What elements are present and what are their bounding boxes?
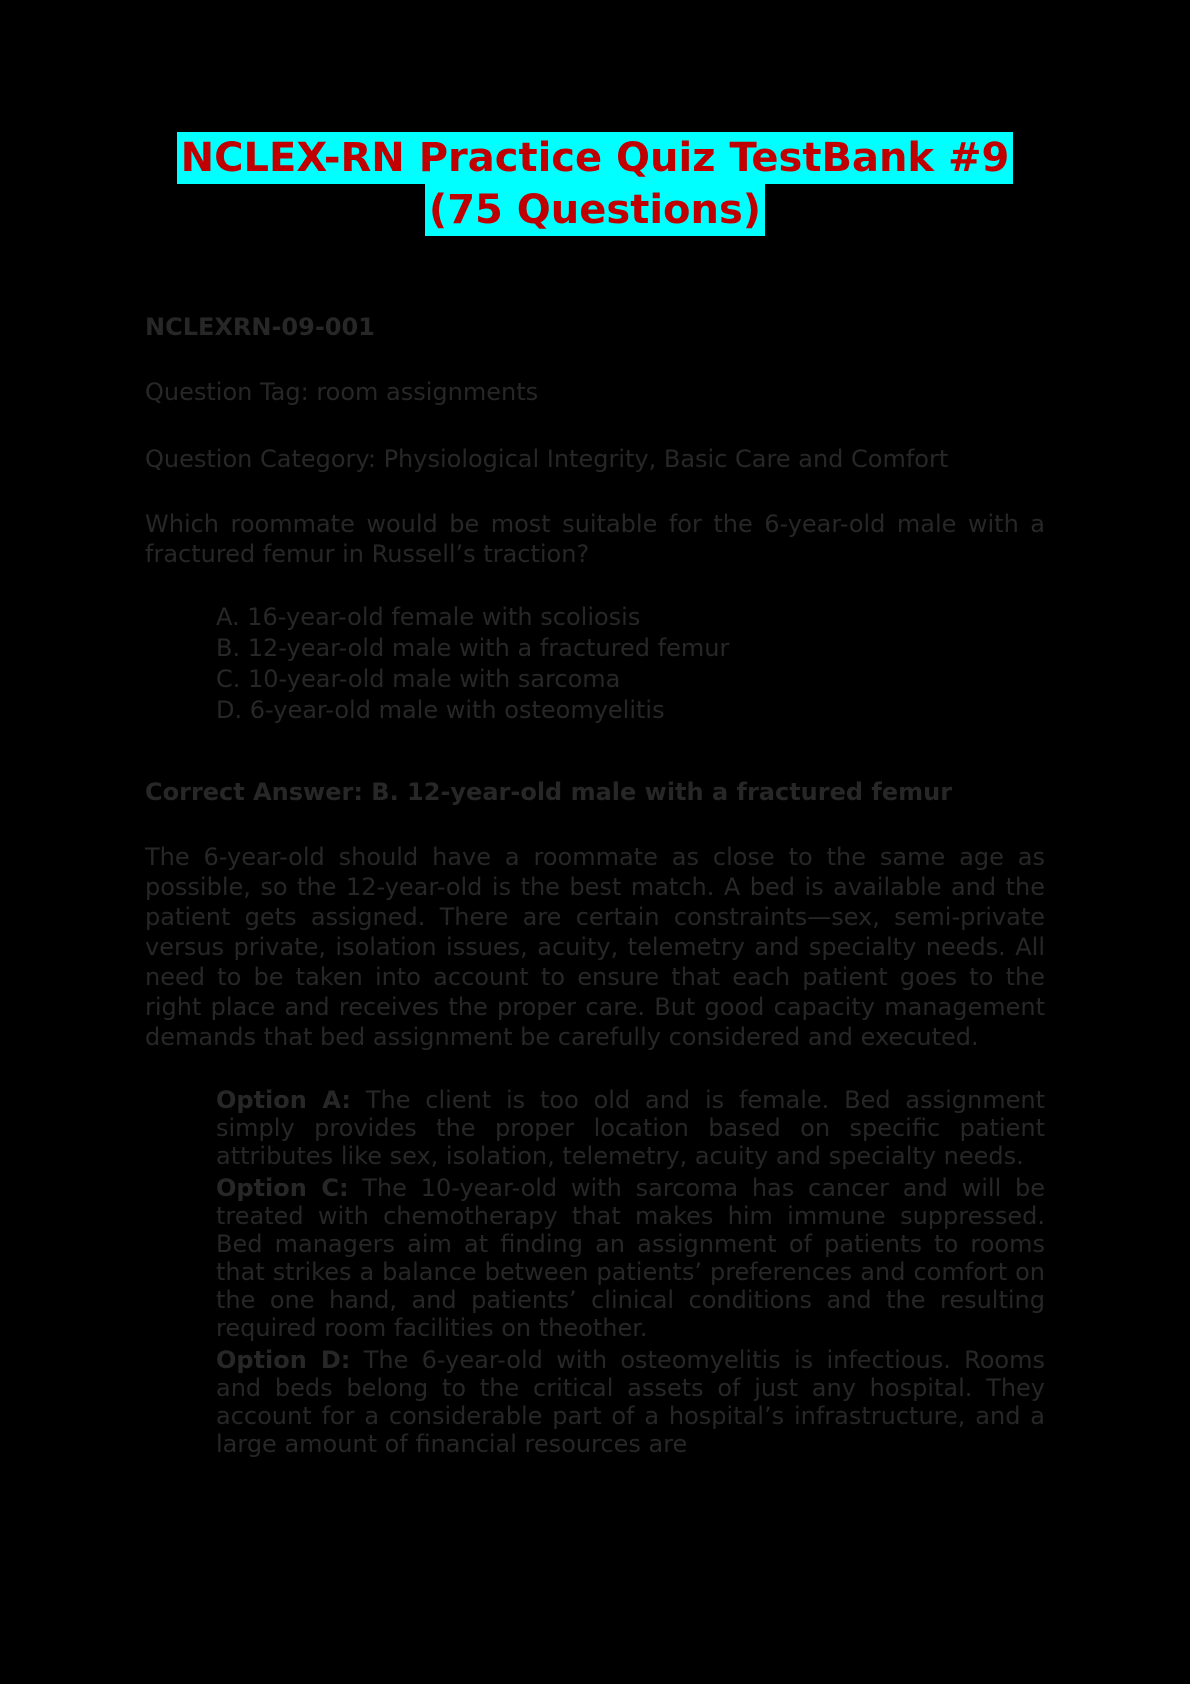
option-d: D. 6-year-old male with osteomyelitis bbox=[216, 696, 665, 724]
explanation-label: Option D: bbox=[216, 1346, 351, 1374]
explanation-label: Option A: bbox=[216, 1086, 352, 1114]
option-c: C. 10-year-old male with sarcoma bbox=[216, 665, 621, 693]
explanation-option-a bbox=[216, 1086, 1045, 1170]
title-line-2: (75 Questions) bbox=[425, 184, 765, 236]
document-title bbox=[0, 132, 1190, 236]
explanation-label: Option C: bbox=[216, 1174, 349, 1202]
option-explanations bbox=[145, 1086, 1045, 1458]
correct-answer: Correct Answer: B. 12-year-old male with a fractured femur bbox=[145, 778, 953, 806]
answer-options bbox=[145, 602, 1045, 726]
title-line-1: NCLEX-RN Practice Quiz TestBank #9 bbox=[177, 132, 1014, 184]
explanation-text: The 6-year-old with osteomyelitis is infectious. Rooms and beds belong to the critical assets of just any hospital. They account for a considerable part of a hospital’s infrastructure, and a large amount of financial resources are bbox=[216, 1346, 1045, 1458]
question-tag: Question Tag: room assignments bbox=[145, 378, 539, 406]
question-content bbox=[145, 312, 1045, 1462]
question-category: Question Category: Physiological Integrity, Basic Care and Comfort bbox=[145, 445, 949, 473]
rationale: The 6-year-old should have a roommate as close to the same age as possible, so the 12-year-old is the best match. A bed is available and the patient gets assigned. There are certain constraints—sex, semi-private versus private, isolation issues, acuity, telemetry and specialty needs. All need to be taken into account to ensure that each patient goes to the right place and receives the proper care. But good capacity management demands that bed assignment be carefully considered and executed. bbox=[145, 843, 1045, 1051]
question-id: NCLEXRN-09-001 bbox=[145, 313, 375, 341]
explanation-text: The 10-year-old with sarcoma has cancer and will be treated with chemotherapy that makes him immune suppressed. Bed managers aim at finding an assignment of patients to rooms that strikes a balance between patients’ preferences and comfort on the one hand, and patients’ clinical conditions and the resulting required room facilities on theother. bbox=[216, 1174, 1045, 1342]
explanation-text: The client is too old and is female. Bed assignment simply provides the proper location based on specific patient attributes like sex, isolation, telemetry, acuity and specialty needs. bbox=[216, 1086, 1046, 1170]
option-b: B. 12-year-old male with a fractured femur bbox=[216, 634, 730, 662]
option-a: A. 16-year-old female with scoliosis bbox=[216, 603, 641, 631]
question-stem: Which roommate would be most suitable for the 6-year-old male with a fractured femur in Russell’s traction? bbox=[145, 510, 1045, 568]
explanation-option-d bbox=[216, 1346, 1045, 1458]
explanation-option-c bbox=[216, 1174, 1045, 1342]
